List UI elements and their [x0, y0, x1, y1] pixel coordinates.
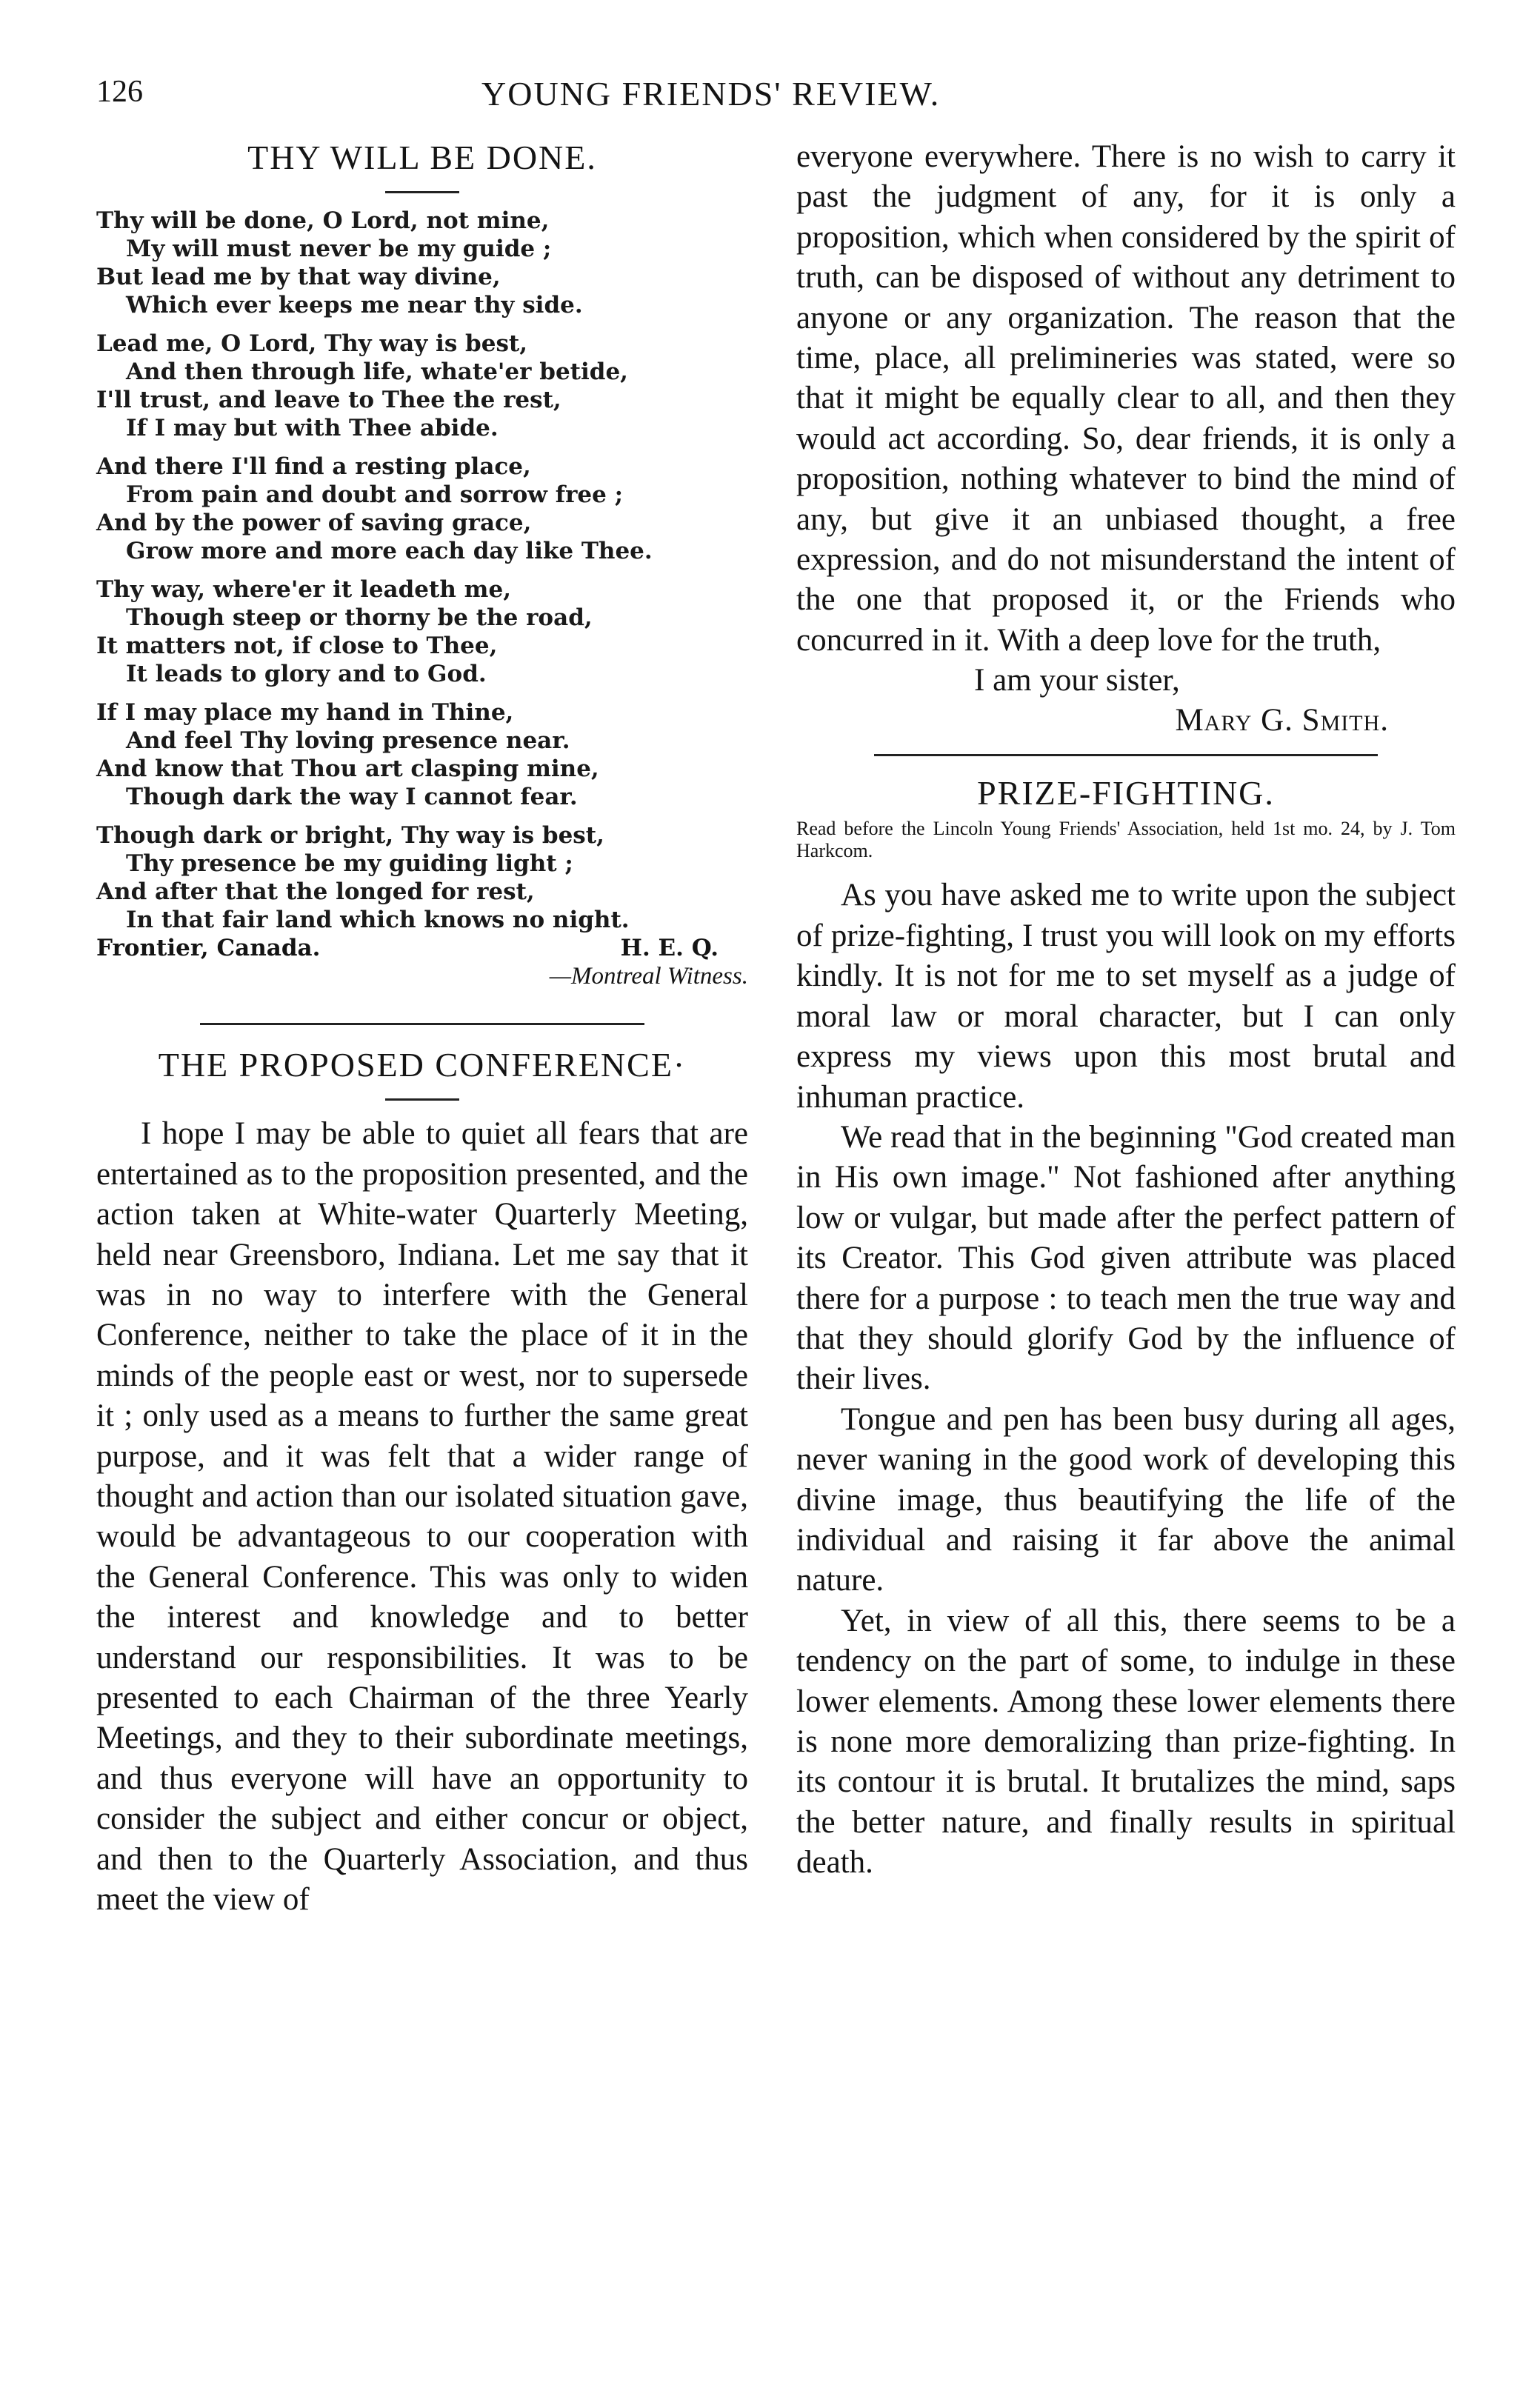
poem-line: And know that Thou art clasping mine,	[96, 755, 599, 783]
poem-line: Lead me, O Lord, Thy way is best,	[96, 330, 528, 358]
divider	[385, 1098, 459, 1101]
poem-line: And then through life, whate'er betide,	[126, 358, 628, 386]
poem-line: Thy presence be my guiding light ;	[126, 850, 573, 878]
poem-signature	[96, 934, 748, 962]
poem-line: My will must never be my guide ;	[126, 236, 552, 263]
divider	[385, 191, 459, 193]
poem-line: Which ever keeps me near thy side.	[126, 292, 583, 319]
conference-title: THE PROPOSED CONFERENCE·	[158, 1046, 687, 1084]
prize-paragraph: We read that in the beginning "God created man in His own image." Not fashioned after anything low or vulgar, but made after the perfect pattern of its Creator. This God given attribute was placed there for a purpose : to teach men the true way and that they should glorify God by the influence of their lives.	[796, 1119, 1456, 1397]
poem-line: And after that the longed for rest,	[96, 878, 535, 906]
poem-line: Though steep or thorny be the road,	[126, 604, 593, 632]
poem-line: Though dark the way I cannot fear.	[126, 784, 578, 811]
poem-line: If I may place my hand in Thine,	[96, 699, 514, 727]
poem-body	[96, 207, 748, 934]
prize-paragraph: As you have asked me to write upon the subject of prize-fighting, I trust you will look on my efforts kindly. It is not for me to set myself as a judge of moral law or moral character, but I can only express my views upon this most brutal and inhuman practice.	[796, 878, 1456, 1115]
section-divider	[200, 1023, 644, 1025]
poem-initials: H. E. Q.	[620, 935, 719, 962]
poem-line: And by the power of saving grace,	[96, 510, 532, 537]
stanza	[96, 330, 748, 442]
stanza	[96, 453, 748, 565]
closing-line: I am your sister,	[974, 663, 1180, 698]
poem-line: I'll trust, and leave to Thee the rest,	[96, 387, 561, 414]
conference-paragraph-continued: everyone everywhere. There is no wish to carry it past the judgment of any, for it is only a proposition, which when considered by the spirit of truth, can be disposed of without any detriment to anyone or any organization. The reason that the time, place, all prelimineries was stated, were so that it might be equally clear to all, and then they would act according. So, dear friends, it is only a proposition, nothing whatever to bind the mind of any, but give it an unbiased thought, a free expression, and do not misunderstand the intent of the one that proposed it, or the Friends who concurred in it. With a deep love for the truth,	[796, 139, 1456, 658]
prize-title: PRIZE-FIGHTING.	[977, 774, 1275, 813]
poem-line: And feel Thy loving presence near.	[126, 727, 570, 755]
prize-paragraph: Yet, in view of all this, there seems to be a tendency on the part of some, to indulge in these lower elements. Among these lower elements there is none more demoralizing than prize-fighting. In its contour it is brutal. It brutalizes the mind, saps the better nature, and finally results in spiritual death.	[796, 1603, 1456, 1881]
poem-line: Though dark or bright, Thy way is best,	[96, 822, 604, 850]
stanza	[96, 698, 748, 811]
poem-source: —Montreal Witness.	[549, 963, 748, 990]
poem-line: Thy will be done, O Lord, not mine,	[96, 207, 550, 235]
prize-note: Read before the Lincoln Young Friends' Association, held 1st mo. 24, by J. Tom Harkcom.	[796, 818, 1456, 862]
poem-line: But lead me by that way divine,	[96, 264, 501, 291]
page-header	[96, 74, 1459, 119]
poem-line: Thy way, where'er it leadeth me,	[96, 576, 511, 604]
poem-line: And there I'll find a resting place,	[96, 453, 531, 481]
signature: Mary G. Smith.	[1175, 703, 1389, 738]
running-head: YOUNG FRIENDS' REVIEW.	[481, 75, 941, 113]
poem-line: In that fair land which knows no night.	[126, 907, 630, 934]
poem-line: From pain and doubt and sorrow free ;	[126, 481, 624, 509]
prize-paragraph: Tongue and pen has been busy during all ages, never waning in the good work of developing this divine image, thus beautifying the life of the individual and raising it far above the animal nature.	[796, 1401, 1456, 1598]
poem-line: If I may but with Thee abide.	[126, 415, 499, 442]
poem-line: It matters not, if close to Thee,	[96, 633, 498, 660]
poem-line: Grow more and more each day like Thee.	[126, 538, 653, 565]
section-divider	[874, 754, 1378, 756]
page-number: 126	[96, 75, 143, 109]
stanza	[96, 576, 748, 688]
poem-place: Frontier, Canada.	[96, 935, 321, 962]
conference-paragraph: I hope I may be able to quiet all fears that are entertained as to the proposition presented, and the action taken at White-water Quarterly Meeting, held near Greensboro, Indiana. Let me say that it was in no way to interfere with the General Conference, neither to take the place of it in the minds of the people east or west, nor to supersede it ; only used as a means to further the same great purpose, and it was felt that a wider range of thought and action than our isolated situation gave, would be advantageous to our cooperation with the General Conference. This was only to widen the interest and knowledge and to better understand our responsibilities. It was to be presented to each Chairman of the three Yearly Meetings, and they to their subordinate meetings, and thus everyone will have an opportunity to consider the subject and either concur or object, and then to the Quarterly Association, and thus meet the view of	[96, 1116, 748, 1918]
conference-closing	[796, 661, 1456, 741]
poem-title: THY WILL BE DONE.	[247, 139, 597, 176]
stanza	[96, 821, 748, 934]
right-column	[796, 137, 1456, 1884]
left-column	[96, 137, 748, 1921]
poem-line: It leads to glory and to God.	[126, 661, 487, 688]
stanza	[96, 207, 748, 319]
